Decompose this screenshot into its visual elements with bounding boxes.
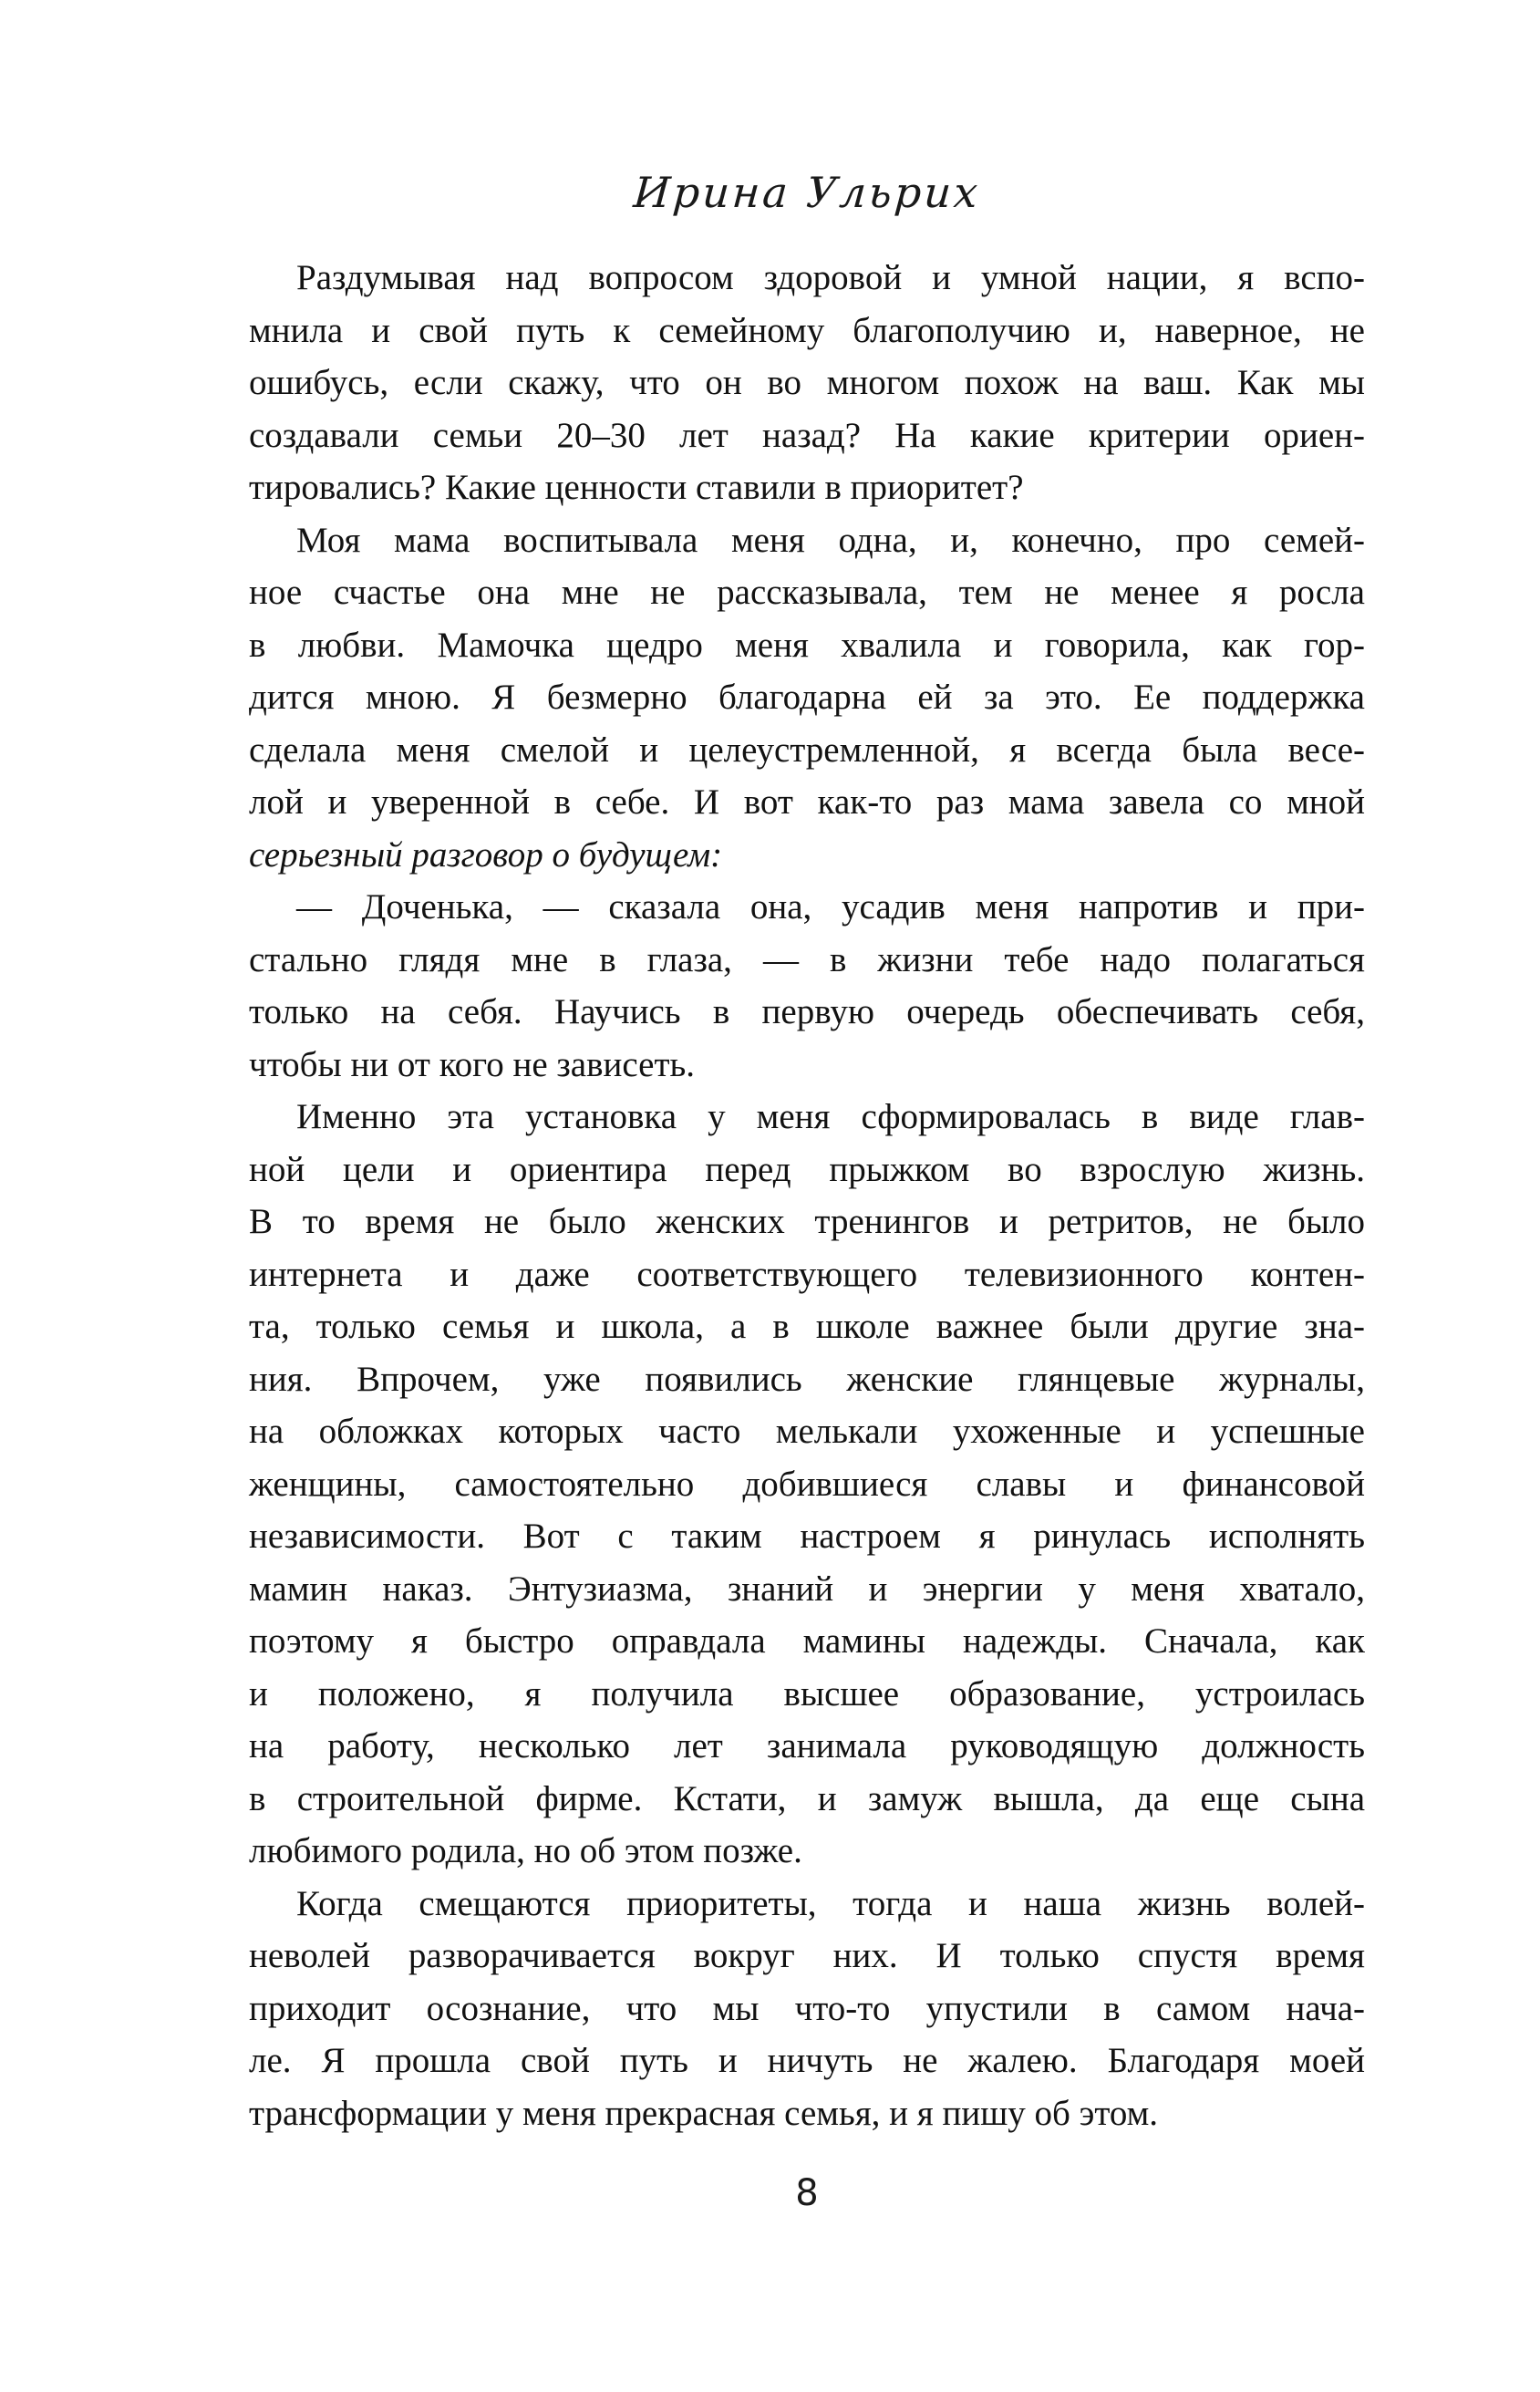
- paragraph: [249, 514, 1365, 882]
- text-line: женщины, самостоятельно добившиеся славы и финансовой: [249, 1464, 1365, 1504]
- text-line: Раздумывая над вопросом здоровой и умной нации, я вспо-: [296, 258, 1365, 297]
- text-line: мамин наказ. Энтузиазма, знаний и энергии у меня хватало,: [249, 1569, 1365, 1609]
- text-line: лой и уверенной в себе. И вот как-то раз мама завела со мной: [249, 782, 1365, 822]
- text-line: Именно эта установка у меня сформировалась в виде глав-: [296, 1097, 1365, 1136]
- text-line: ной цели и ориентира перед прыжком во взрослую жизнь.: [249, 1149, 1365, 1189]
- text-line: интернета и даже соответствующего телевизионного контен-: [249, 1254, 1365, 1294]
- paragraph: [249, 1878, 1365, 2140]
- text-line: поэтому я быстро оправдала мамины надежды. Сначала, как: [249, 1621, 1365, 1661]
- text-line: дится мною. Я безмерно благодарна ей за это. Ее поддержка: [249, 678, 1365, 717]
- text-line: на работу, несколько лет занимала руководящую должность: [249, 1726, 1365, 1766]
- text-line: серьезный разговор о будущем:: [249, 834, 723, 875]
- text-line: Моя мама воспитывала меня одна, и, конечно, про семей-: [296, 520, 1365, 560]
- text-line: Когда смещаются приоритеты, тогда и наша жизнь волей-: [296, 1883, 1365, 1923]
- text-line: трансформации у меня прекрасная семья, и я пишу об этом.: [249, 2093, 1159, 2133]
- text-line: чтобы ни от кого не зависеть.: [249, 1044, 696, 1084]
- text-line: и положено, я получила высшее образование, устроилась: [249, 1673, 1365, 1714]
- text-line: на обложках которых часто мелькали ухоженные и успешные: [249, 1412, 1365, 1451]
- text-line: тировались? Какие ценности ставили в приоритет?: [249, 468, 1024, 507]
- text-line: сделала меня смелой и целеустремленной, я всегда была весе-: [249, 730, 1365, 770]
- text-line: ния. Впрочем, уже появились женские глянцевые журналы,: [249, 1359, 1365, 1399]
- text-line: только на себя. Научись в первую очередь обеспечивать себя,: [249, 992, 1365, 1031]
- text-line: стально глядя мне в глаза, — в жизни тебе надо полагаться: [249, 939, 1365, 979]
- text-line: ошибусь, если скажу, что он во многом похож на ваш. Как мы: [249, 363, 1365, 402]
- paragraph: [249, 252, 1365, 514]
- text-line: в любви. Мамочка щедро меня хвалила и говорила, как гор-: [249, 625, 1365, 665]
- text-line: В то время не было женских тренингов и ретритов, не было: [249, 1202, 1365, 1241]
- text-line: та, только семья и школа, а в школе важнее были другие зна-: [249, 1307, 1365, 1346]
- text-line: любимого родила, но об этом позже.: [249, 1831, 802, 1870]
- text-line: приходит осознание, что мы что-то упустили в самом нача-: [249, 1988, 1365, 2028]
- text-line: мнила и свой путь к семейному благополучию и, наверное, не: [249, 310, 1365, 350]
- text-line: — Доченька, — сказала она, усадив меня напротив и при-: [296, 887, 1365, 927]
- text-line: в строительной фирме. Кстати, и замуж вышла, да еще сына: [249, 1778, 1365, 1818]
- running-header-author: Ирина Ульрих: [632, 168, 982, 217]
- text-line: создавали семьи 20–30 лет назад? На какие критерии ориен-: [249, 415, 1365, 455]
- body-text: [249, 252, 1365, 2139]
- page-number: 8: [795, 2172, 819, 2214]
- text-line: независимости. Вот с таким настроем я ринулась исполнять: [249, 1517, 1365, 1556]
- text-line: неволей разворачивается вокруг них. И только спустя время: [249, 1936, 1365, 1975]
- text-line: ное счастье она мне не рассказывала, тем не менее я росла: [249, 573, 1365, 612]
- paragraph: [249, 1091, 1365, 1878]
- paragraph: [249, 881, 1365, 1091]
- text-line: ле. Я прошла свой путь и ничуть не жалею. Благодаря моей: [249, 2041, 1365, 2080]
